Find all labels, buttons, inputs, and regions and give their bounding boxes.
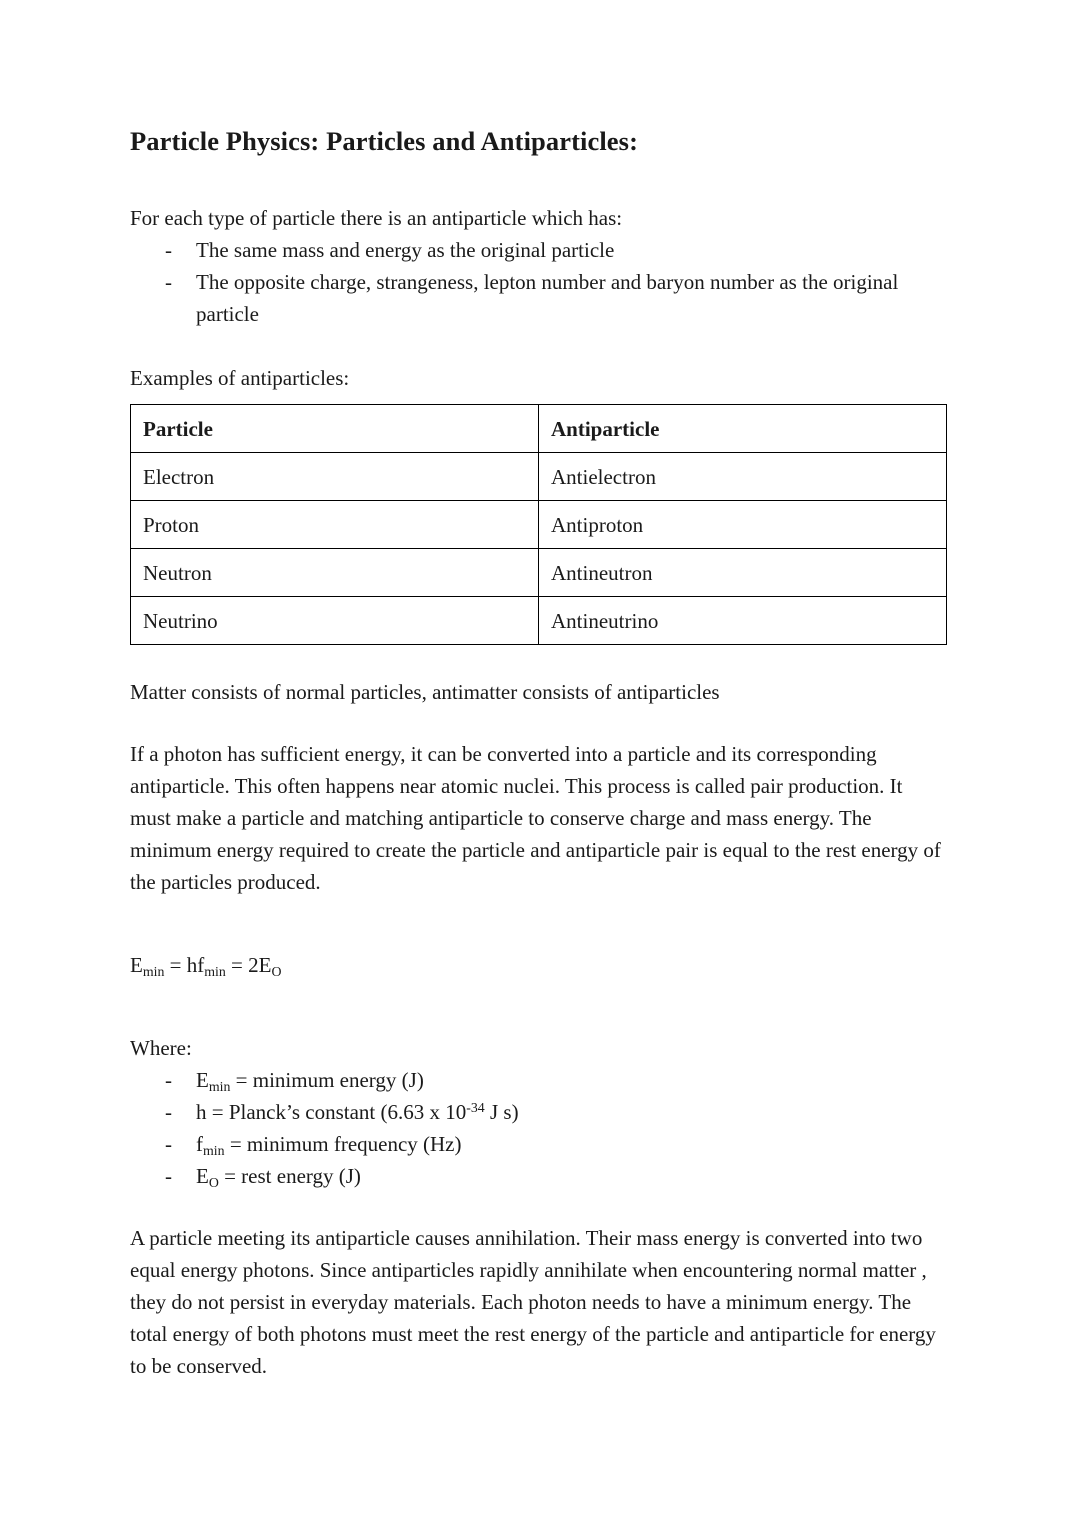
definition-text-tail: J s)	[484, 1100, 519, 1124]
list-item	[130, 1160, 948, 1192]
list-item	[130, 1064, 948, 1096]
list-item-label: The same mass and energy as the original particle	[196, 238, 615, 262]
definition-text: = rest energy (J)	[218, 1164, 361, 1188]
spacer	[130, 330, 948, 362]
dash-marker-icon: -	[165, 1068, 172, 1092]
definition-symbol: f	[196, 1132, 203, 1156]
equation-operator: =	[225, 953, 249, 977]
particle-antiparticle-table	[130, 404, 947, 645]
definition-text: = minimum energy (J)	[230, 1068, 424, 1092]
list-item	[130, 1096, 948, 1128]
equation-term-hf: hf	[186, 953, 205, 977]
table-cell-particle: Electron	[131, 453, 539, 501]
intro-bullet-list	[130, 234, 948, 330]
table-cell-antiparticle: Antielectron	[539, 453, 947, 501]
table-row	[131, 549, 947, 597]
list-item	[130, 234, 948, 266]
matter-statement-text: Matter consists of normal particles, antimatter consists of antiparticles	[130, 680, 720, 704]
table-row	[131, 501, 947, 549]
equation-subscript-min: min	[142, 963, 165, 979]
spacer	[130, 1192, 948, 1222]
equation-operator: =	[164, 953, 187, 977]
definition-subscript: min	[203, 1142, 225, 1158]
definition-symbol: E	[196, 1164, 209, 1188]
definition-text: = Planck’s constant (6.63 x 10	[206, 1100, 467, 1124]
list-item	[130, 266, 948, 330]
column-header-antiparticle: Antiparticle	[539, 405, 947, 453]
list-item	[130, 1128, 948, 1160]
definition-subscript: min	[208, 1078, 231, 1094]
equation-subscript-min: min	[204, 963, 226, 979]
definition-subscript: O	[208, 1174, 219, 1190]
table-cell-antiparticle: Antineutrino	[539, 597, 947, 645]
document-body	[130, 124, 948, 1382]
table-row	[131, 597, 947, 645]
table-cell-particle: Neutrino	[131, 597, 539, 645]
page-title: Particle Physics: Particles and Antiparticles:	[130, 126, 638, 156]
table-caption: Examples of antiparticles:	[130, 366, 350, 390]
annihilation-paragraph: A particle meeting its antiparticle causes annihilation. Their mass energy is converted into two equal energy photons. Since antiparticles rapidly annihilate when encountering normal matter , they do not persist in everyday materials. Each photon needs to have a minimum energy. The total energy of both photons must meet the rest energy of the particle and antiparticle for energy to be conserved.	[130, 1226, 936, 1378]
pair-production-paragraph: If a photon has sufficient energy, it can be converted into a particle and its corresponding antiparticle. This often happens near atomic nuclei. This process is called pair production. It must make a particle and matching antiparticle to conserve charge and mass energy. The minimum energy required to create the particle and antiparticle pair is equal to the rest energy of the particles produced.	[130, 742, 941, 894]
definition-text: = minimum frequency (Hz)	[224, 1132, 462, 1156]
table-row	[131, 453, 947, 501]
where-label: Where:	[130, 1036, 192, 1060]
spacer	[130, 898, 948, 928]
table-cell-particle: Proton	[131, 501, 539, 549]
dash-marker-icon: -	[165, 270, 172, 294]
definition-symbol: E	[196, 1068, 209, 1092]
spacer	[130, 158, 948, 202]
table-header-row	[131, 405, 947, 453]
equation-subscript-o: O	[271, 963, 282, 979]
dash-marker-icon: -	[165, 1100, 172, 1124]
list-item-label: The opposite charge, strangeness, lepton number and baryon number as the original particle	[196, 270, 899, 326]
definition-symbol: h	[196, 1100, 207, 1124]
spacer	[130, 708, 948, 738]
spacer	[130, 1002, 948, 1032]
table-cell-antiparticle: Antiproton	[539, 501, 947, 549]
intro-lead-text: For each type of particle there is an antiparticle which has:	[130, 206, 623, 230]
table-cell-particle: Neutron	[131, 549, 539, 597]
where-definition-list	[130, 1064, 948, 1192]
definition-exponent: -34	[466, 1100, 485, 1116]
table-cell-antiparticle: Antineutron	[539, 549, 947, 597]
minimum-energy-equation	[130, 949, 948, 981]
dash-marker-icon: -	[165, 1164, 172, 1188]
spacer	[130, 645, 948, 676]
equation-term-emin: E	[130, 953, 143, 977]
dash-marker-icon: -	[165, 238, 172, 262]
spacer	[130, 394, 948, 404]
dash-marker-icon: -	[165, 1132, 172, 1156]
equation-term-2e: 2E	[248, 953, 272, 977]
column-header-particle: Particle	[131, 405, 539, 453]
